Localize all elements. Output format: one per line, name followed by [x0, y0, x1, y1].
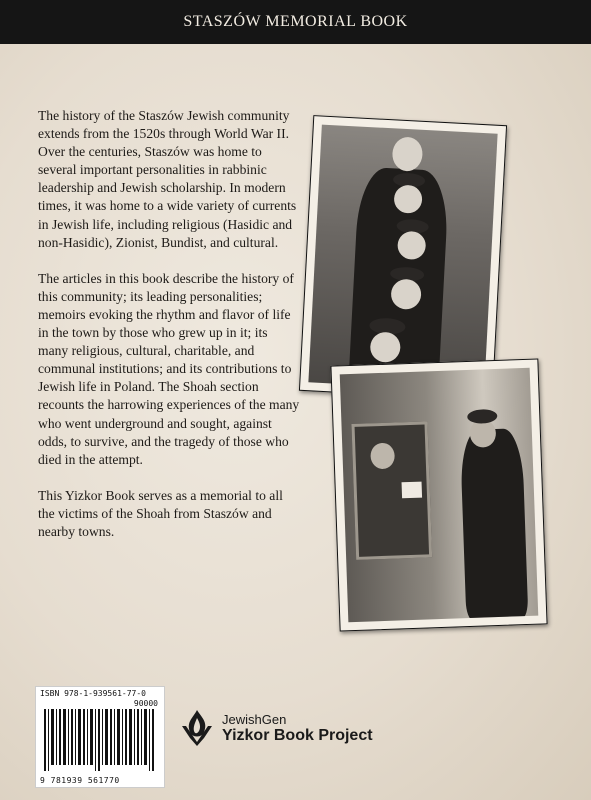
- jewishgen-logo: [178, 708, 408, 748]
- barcode-bars: [44, 709, 156, 771]
- price-code: 90000: [133, 699, 158, 708]
- photo-window-scene: [330, 358, 547, 631]
- isbn-barcode: [35, 686, 165, 788]
- book-title-bar: [0, 0, 591, 44]
- barcode-number: 9 781939 561770: [40, 776, 120, 785]
- back-cover-text: [38, 107, 300, 559]
- logo-project-text: Yizkor Book Project: [222, 727, 373, 744]
- book-title: STASZÓW MEMORIAL BOOK: [183, 13, 408, 30]
- photo-children: [299, 115, 507, 401]
- paragraph-memorial: This Yizkor Book serves as a memorial to all the victims of the Shoah from Staszów and nearby towns.: [38, 487, 283, 539]
- paragraph-history: The history of the Staszów Jewish community extends from the 1520s through World War II. Over the centuries, Staszów was home to several important personalities in rabbinic leadership and Jewish scholarship. In modern times, it was home to a wide variety of currents in Jewish life, including religious (Hasidic and non-Hasidic), Zionist, Bundist, and cultural.: [38, 108, 297, 250]
- logo-jewishgen-text: JewishGen: [222, 712, 287, 727]
- flame-candle-icon: [178, 708, 216, 748]
- paragraph-articles: The articles in this book describe the history of this community; its leading personalities; memoirs evoking the rhythm and flavor of life in the town by those who grew up in it; its many religious, cultural, charitable, and communal institutions; and its contributions to Jewish life in Poland. The Shoah section recounts the harrowing experiences of the many who went underground and sought, against odds, to survive, and the tragedy of those who died in the attempt.: [38, 270, 300, 467]
- isbn-text: ISBN 978-1-939561-77-0: [40, 689, 146, 698]
